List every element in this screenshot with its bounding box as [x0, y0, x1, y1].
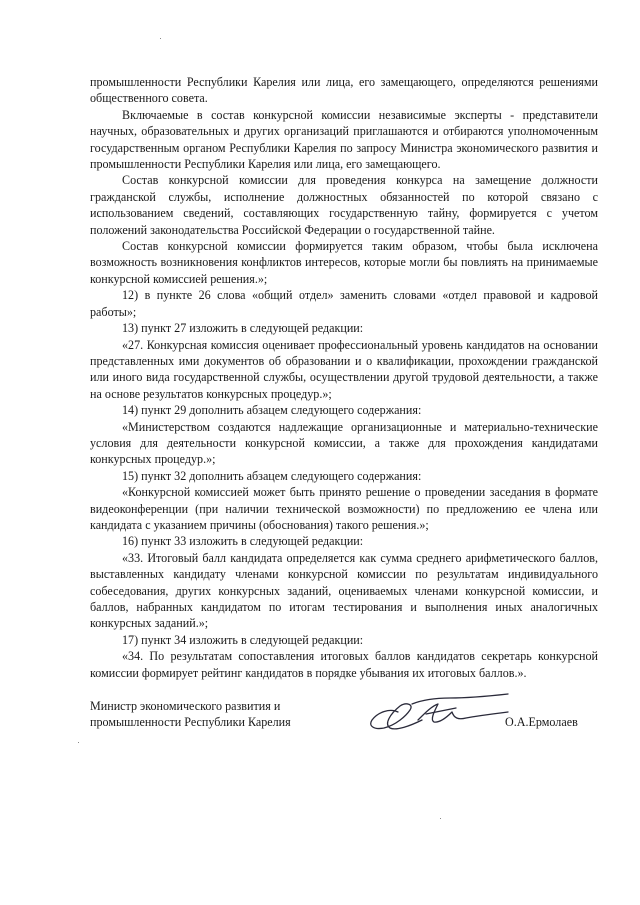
paragraph-13: «33. Итоговый балл кандидата определяется как сумма среднего арифметического баллов, выставленных кандидату членами конкурсной комиссии по результатам индивидуального собеседования, других конкурсных заданий, оцениваемых членами конкурсной комиссии, и баллов, набранных кандидатом по итогам тестирования и выполнения иных аналогичных конкурсных заданий.»;: [90, 550, 598, 631]
paragraph-1: промышленности Республики Карелия или лица, его замещающего, определяются решениями общественного совета.: [90, 75, 598, 106]
document-body: [90, 74, 598, 681]
position-line-1: Министр экономического развития и: [90, 699, 281, 713]
paragraph-8: 14) пункт 29 дополнить абзацем следующего содержания:: [122, 403, 422, 418]
paragraph-5: 12) в пункте 26 слова «общий отдел» заменить словами «отдел правовой и кадровой работы»;: [90, 288, 598, 319]
handwritten-signature-icon: [360, 690, 510, 736]
signatory-name: О.А.Ермолаев: [505, 715, 578, 729]
signature-block: [90, 698, 610, 738]
paragraph-15: «34. По результатам сопоставления итоговых баллов кандидатов секретарь конкурсной комиссии формирует рейтинг кандидатов в порядке убывания их итоговых баллов.».: [90, 649, 598, 680]
paragraph-7: «27. Конкурсная комиссия оценивает профессиональный уровень кандидатов на основании представленных ими документов об образовании и о квалификации, прохождении гражданской или иного вида государственной службы, осуществлении другой трудовой деятельности, а также на основе результатов конкурсных процедур.»;: [90, 337, 598, 401]
paragraph-11: «Конкурсной комиссией может быть принято решение о проведении заседания в формате видеоконференции (при наличии технической возможности) по предложению ее члена или кандидата с указанием причины (обоснования) такого решения.»;: [90, 485, 598, 532]
signatory-position: [90, 698, 330, 731]
paragraph-10: 15) пункт 32 дополнить абзацем следующего содержания:: [122, 468, 422, 483]
paragraph-14: 17) пункт 34 изложить в следующей редакции:: [122, 632, 364, 647]
scan-speck: [160, 38, 161, 39]
paragraph-12: 16) пункт 33 изложить в следующей редакции:: [122, 534, 364, 549]
paragraph-6: 13) пункт 27 изложить в следующей редакции:: [122, 321, 364, 336]
scan-speck: [78, 742, 79, 743]
paragraph-9: «Министерством создаются надлежащие организационные и материально-технические условия для деятельности конкурсной комиссии, а также для прохождения кандидатами конкурсных процедур.»;: [90, 419, 598, 467]
position-line-2: промышленности Республики Карелия: [90, 715, 291, 730]
paragraph-3: Состав конкурсной комиссии для проведения конкурса на замещение должности гражданской службы, исполнение должностных обязанностей по которой связано с использованием сведений, составляющих государственную тайну, формируется с учетом положений законодательства Российской Федерации о государственной тайне.: [90, 173, 598, 237]
paragraph-4: Состав конкурсной комиссии формируется таким образом, чтобы была исключена возможность возникновения конфликтов интересов, которые могли бы повлиять на принимаемые конкурсной комиссией решения.»;: [90, 239, 598, 286]
paragraph-2: Включаемые в состав конкурсной комиссии независимые эксперты - представители научных, образовательных и других организаций приглашаются и отбираются уполномоченным государственным органом Республики Карелия по запросу Министра экономического развития и промышленности Республики Карелия или лица, его замещающего.: [90, 107, 598, 172]
scan-speck: [440, 818, 441, 819]
